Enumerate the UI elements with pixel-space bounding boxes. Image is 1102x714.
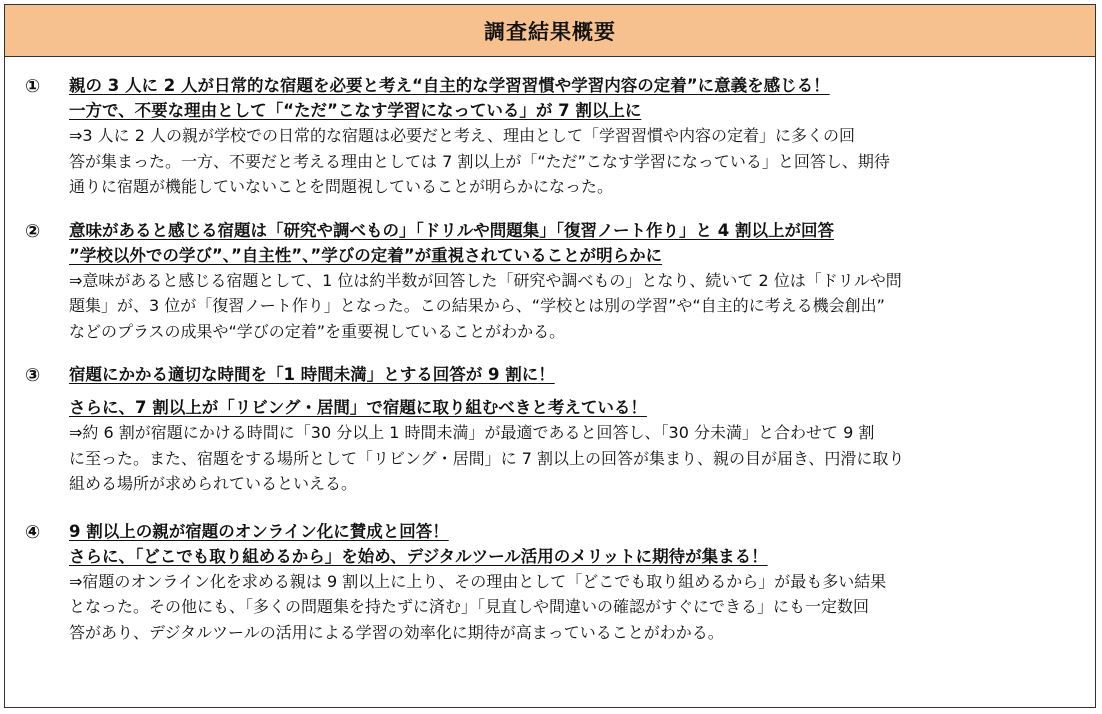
finding-section-3 <box>19 362 1095 497</box>
body-line: ⇒約 6 割が宿題にかける時間に「30 分以上 1 時間未満」が最適であると回答し、「30 分未満」と合わせて 9 割 <box>69 423 875 442</box>
finding-section-4 <box>19 519 1095 646</box>
section-heading-line: 9 割以上の親が宿題のオンライン化に賛成と回答！ <box>69 521 449 541</box>
header-bar <box>5 5 1095 57</box>
finding-section-2 <box>19 218 1095 345</box>
body-line: 題集」が、3 位が「復習ノート作り」となった。この結果から、“学校とは別の学習”や“自主的に考える機会創出” <box>69 296 885 315</box>
body-line: 通りに宿題が機能していないことを問題視していることが明らかになった。 <box>69 177 614 196</box>
body-line: ⇒3 人に 2 人の親が学校での日常的な宿題は必要だと考え、理由として「学習習慣や内容の定着」に多くの回 <box>69 126 855 145</box>
section-heading-line: ”学校以外での学び”、”自主性”、”学びの定着”が重視されていることが明らかに <box>69 245 663 265</box>
finding-section-1 <box>19 73 1095 200</box>
body-line: に至った。また、宿題をする場所として「リビング・居間」に 7 割以上の回答が集まり、親の目が届き、円滑に取り <box>69 448 905 468</box>
section-heading-line: 宿題にかかる適切な時間を「1 時間未満」とする回答が 9 割に！ <box>69 365 555 384</box>
body-line: ⇒意味があると感じる宿題として、1 位は約半数が回答した「研究や調べもの」となり、続いて 2 位は「ドリルや問 <box>69 270 902 290</box>
body-line: ⇒宿題のオンライン化を求める親は 9 割以上に上り、その理由として「どこでも取り組めるから」が最も多い結果 <box>69 571 887 591</box>
summary-content <box>5 57 1095 645</box>
section-number: ① <box>25 76 41 97</box>
section-number: ④ <box>25 521 41 543</box>
summary-box <box>4 4 1096 708</box>
section-heading-line: 親の 3 人に 2 人が日常的な宿題を必要と考え“自主的な学習習慣や学習内容の定着”に意義を感じる！ <box>69 76 830 95</box>
section-heading-line: さらに、「どこでも取り組めるから」を始め、デジタルツール活用のメリットに期待が集まる！ <box>69 546 768 566</box>
body-line: 組める場所が求められているといえる。 <box>69 474 358 493</box>
section-heading-line: 一方で、不要な理由として「“ただ”こなす学習になっている」が 7 割以上に <box>69 101 642 120</box>
body-line: 答があり、デジタルツールの活用による学習の効率化に期待が高まっていることがわかる。 <box>69 622 724 642</box>
section-body <box>69 569 1095 646</box>
section-number: ② <box>25 220 41 242</box>
body-line: などのプラスの成果や“学びの定着”を重要視していることがわかる。 <box>69 321 566 341</box>
section-body <box>69 123 1095 200</box>
section-number: ③ <box>25 365 41 386</box>
page-title: 調査結果概要 <box>484 19 616 44</box>
section-body <box>69 420 1095 497</box>
section-heading-line: さらに、7 割以上が「リビング・居間」で宿題に取り組むべきと考えている！ <box>69 398 647 417</box>
body-line: となった。その他にも、「多くの問題集を持たずに済む」「見直しや間違いの確認がすぐにできる」にも一定数回 <box>69 597 870 616</box>
section-heading-line: 意味があると感じる宿題は「研究や調べもの」「ドリルや問題集」「復習ノート作り」と 4 割以上が回答 <box>69 220 834 240</box>
body-line: 答が集まった。一方、不要だと考える理由としては 7 割以上が「“ただ”こなす学習になっている」と回答し、期待 <box>69 151 890 171</box>
section-body <box>69 268 1095 345</box>
